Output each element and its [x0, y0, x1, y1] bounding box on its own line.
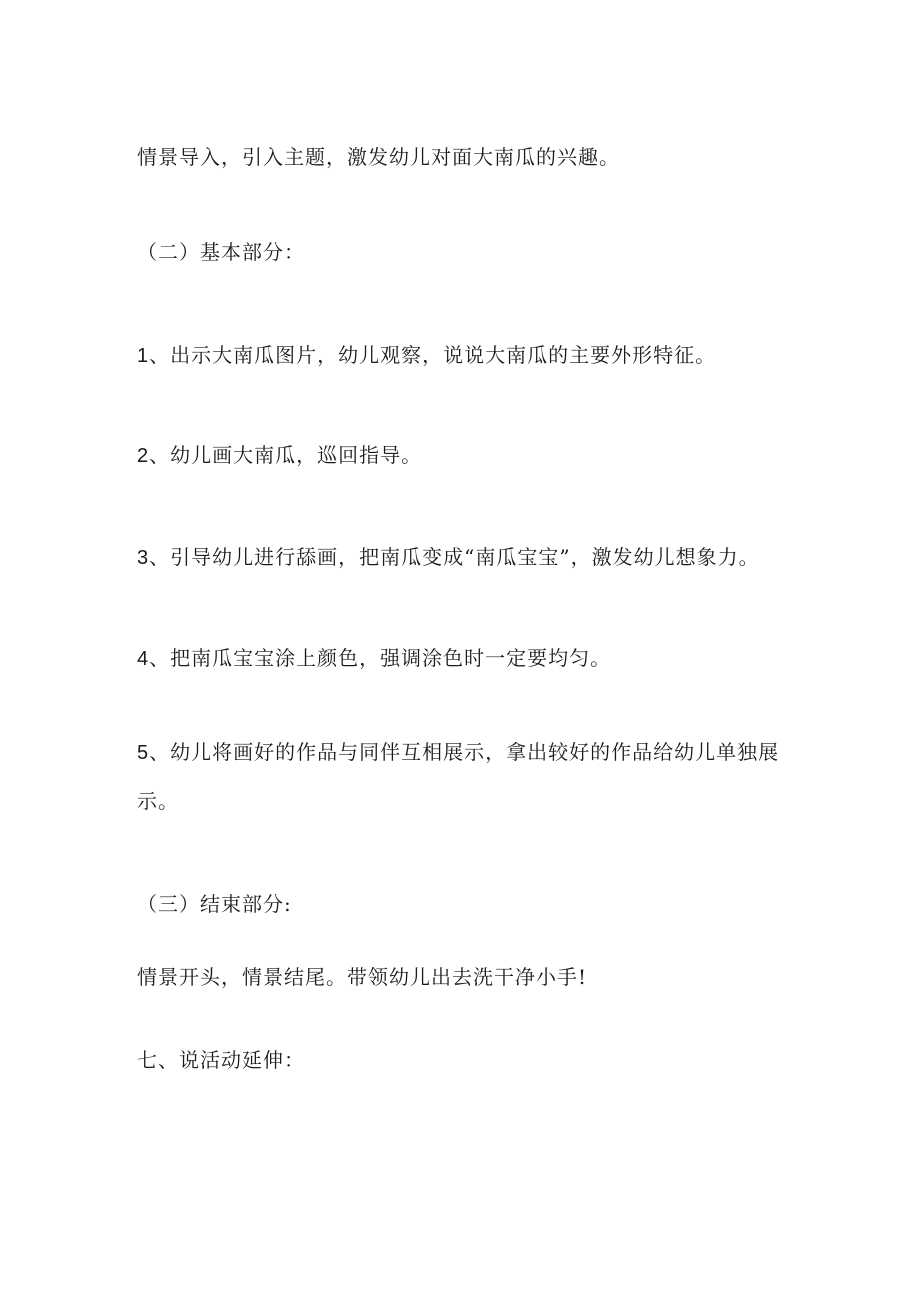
step-four: [137, 646, 611, 671]
step-two-number: 2: [137, 445, 150, 467]
section-two-text: （二）基本部分：: [137, 240, 305, 264]
section-three-text: （三）结束部分:: [137, 892, 292, 916]
ending-paragraph: [137, 965, 587, 989]
step-five-text: 、幼儿将画好的作品与同伴互相展示，拿出较好的作品给幼儿单独展: [149, 740, 780, 764]
intro-paragraph: [137, 145, 620, 169]
step-one-text: 、出示大南瓜图片，幼儿观察，说说大南瓜的主要外形特征。: [149, 343, 717, 367]
step-three-number: 3: [137, 547, 150, 569]
section-three-heading: [137, 892, 292, 916]
intro-text: 情景导入，引入主题，激发幼儿对面大南瓜的兴趣。: [137, 145, 620, 169]
step-four-text: 、把南瓜宝宝涂上颜色，强调涂色时一定要均匀。: [149, 646, 612, 670]
section-seven-heading: [137, 1048, 305, 1072]
step-five-number: 5: [137, 742, 150, 764]
step-five: [137, 740, 779, 765]
step-two-text: 、幼儿画大南瓜，巡回指导。: [149, 443, 423, 467]
step-three: [137, 545, 760, 570]
section-two-heading: [137, 240, 305, 264]
step-five-cont-text: 示。: [137, 789, 179, 813]
step-one-number: 1: [137, 345, 150, 367]
step-one: [137, 343, 716, 368]
ending-text: 情景开头，情景结尾。带领幼儿出去洗干净小手!: [137, 965, 588, 989]
step-five-continuation: [137, 789, 179, 813]
section-seven-text: 七、说活动延伸：: [137, 1048, 305, 1072]
step-four-number: 4: [137, 648, 150, 670]
step-two: [137, 443, 422, 468]
step-three-text: 、引导幼儿进行舔画，把南瓜变成“南瓜宝宝”，激发幼儿想象力。: [149, 545, 760, 569]
